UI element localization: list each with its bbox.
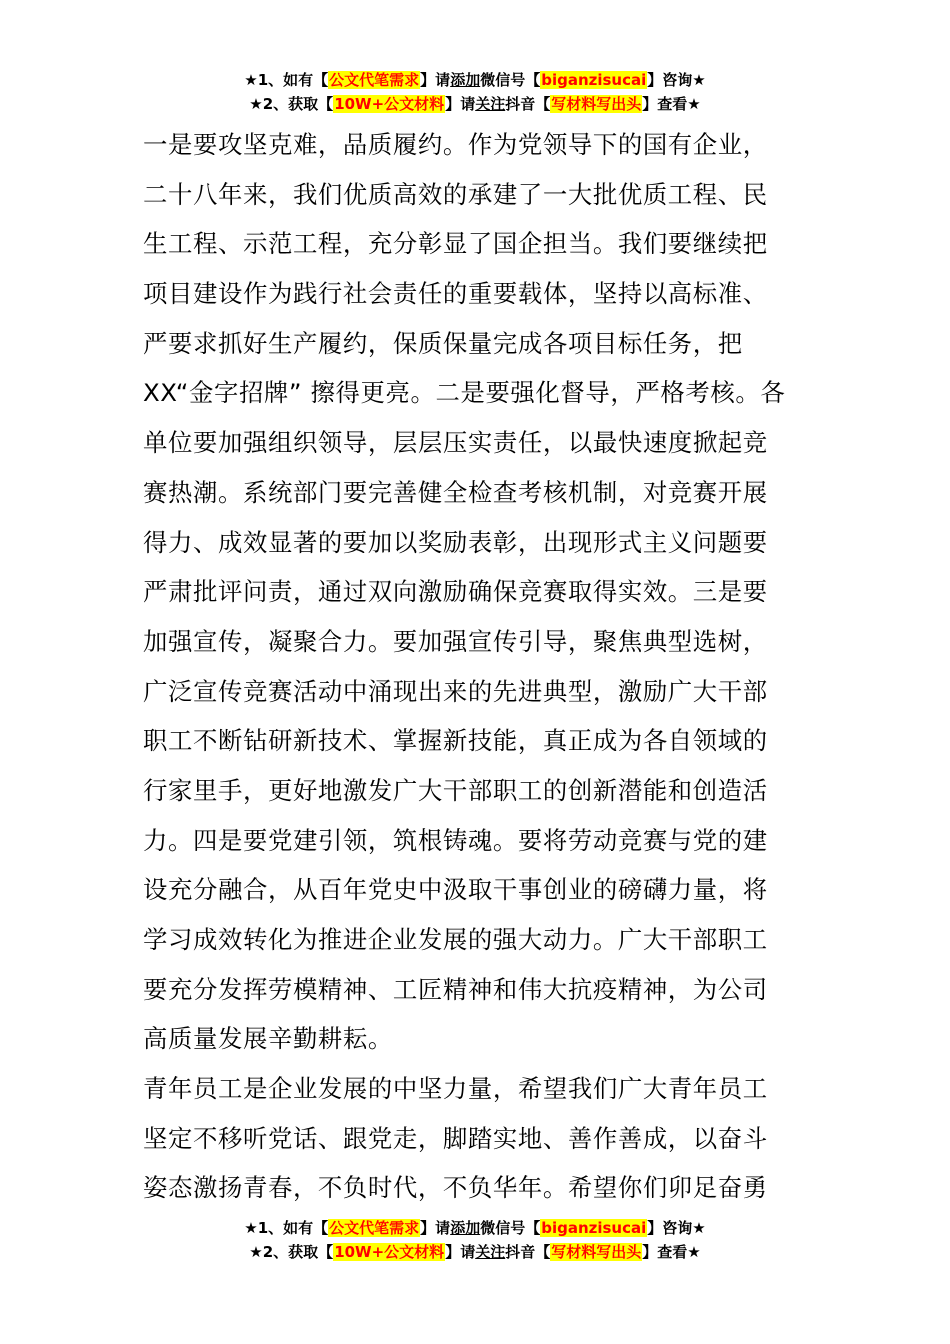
banner-text: 】请 bbox=[445, 95, 476, 113]
body-line: 高质量发展辛勤耕耘。 bbox=[143, 1024, 393, 1054]
banner-highlight: 写材料写出头 bbox=[551, 95, 642, 113]
banner-text: 】咨询★ bbox=[647, 71, 706, 89]
body-line: 姿态激扬青春，不负时代，不负华年。希望你们卯足奋勇 bbox=[143, 1173, 768, 1203]
banner-text: 】查看★ bbox=[642, 1243, 701, 1261]
banner-text: 】请 bbox=[445, 1243, 476, 1261]
banner-highlight: 写材料写出头 bbox=[551, 1243, 642, 1261]
banner-underlined-text: 添加 bbox=[450, 1219, 481, 1237]
body-line: 得力、成效显著的要加以奖励表彰，出现形式主义问题要 bbox=[143, 527, 768, 557]
body-line: XX“金字招牌” 擦得更亮。二是要强化督导，严格考核。各 bbox=[143, 378, 786, 408]
banner-text: 】查看★ bbox=[642, 95, 701, 113]
body-line: 要充分发挥劳模精神、工匠精神和伟大抗疫精神，为公司 bbox=[143, 974, 768, 1004]
banner-highlight: 10W+公文材料 bbox=[334, 1243, 445, 1261]
banner-text: 抖音【 bbox=[505, 95, 551, 113]
header-banner bbox=[0, 68, 950, 116]
banner-text: 微信号【 bbox=[480, 1219, 541, 1237]
banner-underlined-text: 添加 bbox=[450, 71, 481, 89]
banner-text: ★1、如有【 bbox=[244, 1219, 329, 1237]
body-line: 加强宣传，凝聚合力。要加强宣传引导，聚焦典型选树， bbox=[143, 626, 768, 656]
body-line: 设充分融合，从百年党史中汲取干事创业的磅礴力量，将 bbox=[143, 875, 768, 905]
body-line: 力。四是要党建引领，筑根铸魂。要将劳动竞赛与党的建 bbox=[143, 825, 768, 855]
body-line: 一是要攻坚克难，品质履约。作为党领导下的国有企业， bbox=[143, 130, 768, 159]
body-line: 生工程、示范工程，充分彰显了国企担当。我们要继续把 bbox=[143, 229, 768, 259]
banner-line-1 bbox=[0, 1216, 950, 1240]
body-line: 行家里手，更好地激发广大干部职工的创新潜能和创造活 bbox=[143, 775, 768, 805]
banner-text: ★2、获取【 bbox=[249, 1243, 334, 1261]
body-line: 坚定不移听党话、跟党走，脚踏实地、善作善成，以奋斗 bbox=[143, 1123, 768, 1153]
body-line: 单位要加强组织领导，层层压实责任，以最快速度掀起竞 bbox=[143, 428, 768, 458]
banner-underlined-text: 关注 bbox=[475, 95, 506, 113]
banner-highlight: 公文代笔需求 bbox=[329, 71, 420, 89]
banner-text: ★2、获取【 bbox=[249, 95, 334, 113]
document-body bbox=[143, 120, 813, 1213]
banner-highlight: biganzisucai bbox=[541, 71, 647, 89]
banner-underlined-text: 关注 bbox=[475, 1243, 506, 1261]
body-line: 广泛宣传竞赛活动中涌现出来的先进典型，激励广大干部 bbox=[143, 676, 768, 706]
banner-text: 】请 bbox=[420, 71, 451, 89]
banner-text: 】请 bbox=[420, 1219, 451, 1237]
banner-highlight: 10W+公文材料 bbox=[334, 95, 445, 113]
banner-text: ★1、如有【 bbox=[244, 71, 329, 89]
banner-highlight: biganzisucai bbox=[541, 1219, 647, 1237]
banner-highlight: 公文代笔需求 bbox=[329, 1219, 420, 1237]
banner-line-1 bbox=[0, 68, 950, 92]
body-line: 严要求抓好生产履约，保质保量完成各项目标任务，把 bbox=[143, 328, 743, 358]
body-line: 严肃批评问责，通过双向激励确保竞赛取得实效。三是要 bbox=[143, 577, 768, 607]
body-line: 青年员工是企业发展的中坚力量，希望我们广大青年员工 bbox=[143, 1074, 768, 1104]
body-line: 学习成效转化为推进企业发展的强大动力。广大干部职工 bbox=[143, 925, 768, 954]
banner-line-2 bbox=[0, 92, 950, 116]
body-line: 二十八年来，我们优质高效的承建了一大批优质工程、民 bbox=[143, 179, 768, 209]
body-line: 项目建设作为践行社会责任的重要载体，坚持以高标准、 bbox=[143, 279, 768, 309]
banner-text: 】咨询★ bbox=[647, 1219, 706, 1237]
banner-text: 微信号【 bbox=[480, 71, 541, 89]
footer-banner bbox=[0, 1216, 950, 1264]
body-line: 赛热潮。系统部门要完善健全检查考核机制，对竞赛开展 bbox=[143, 477, 768, 507]
body-line: 职工不断钻研新技术、掌握新技能，真正成为各自领域的 bbox=[143, 726, 768, 756]
banner-line-2 bbox=[0, 1240, 950, 1264]
banner-text: 抖音【 bbox=[505, 1243, 551, 1261]
